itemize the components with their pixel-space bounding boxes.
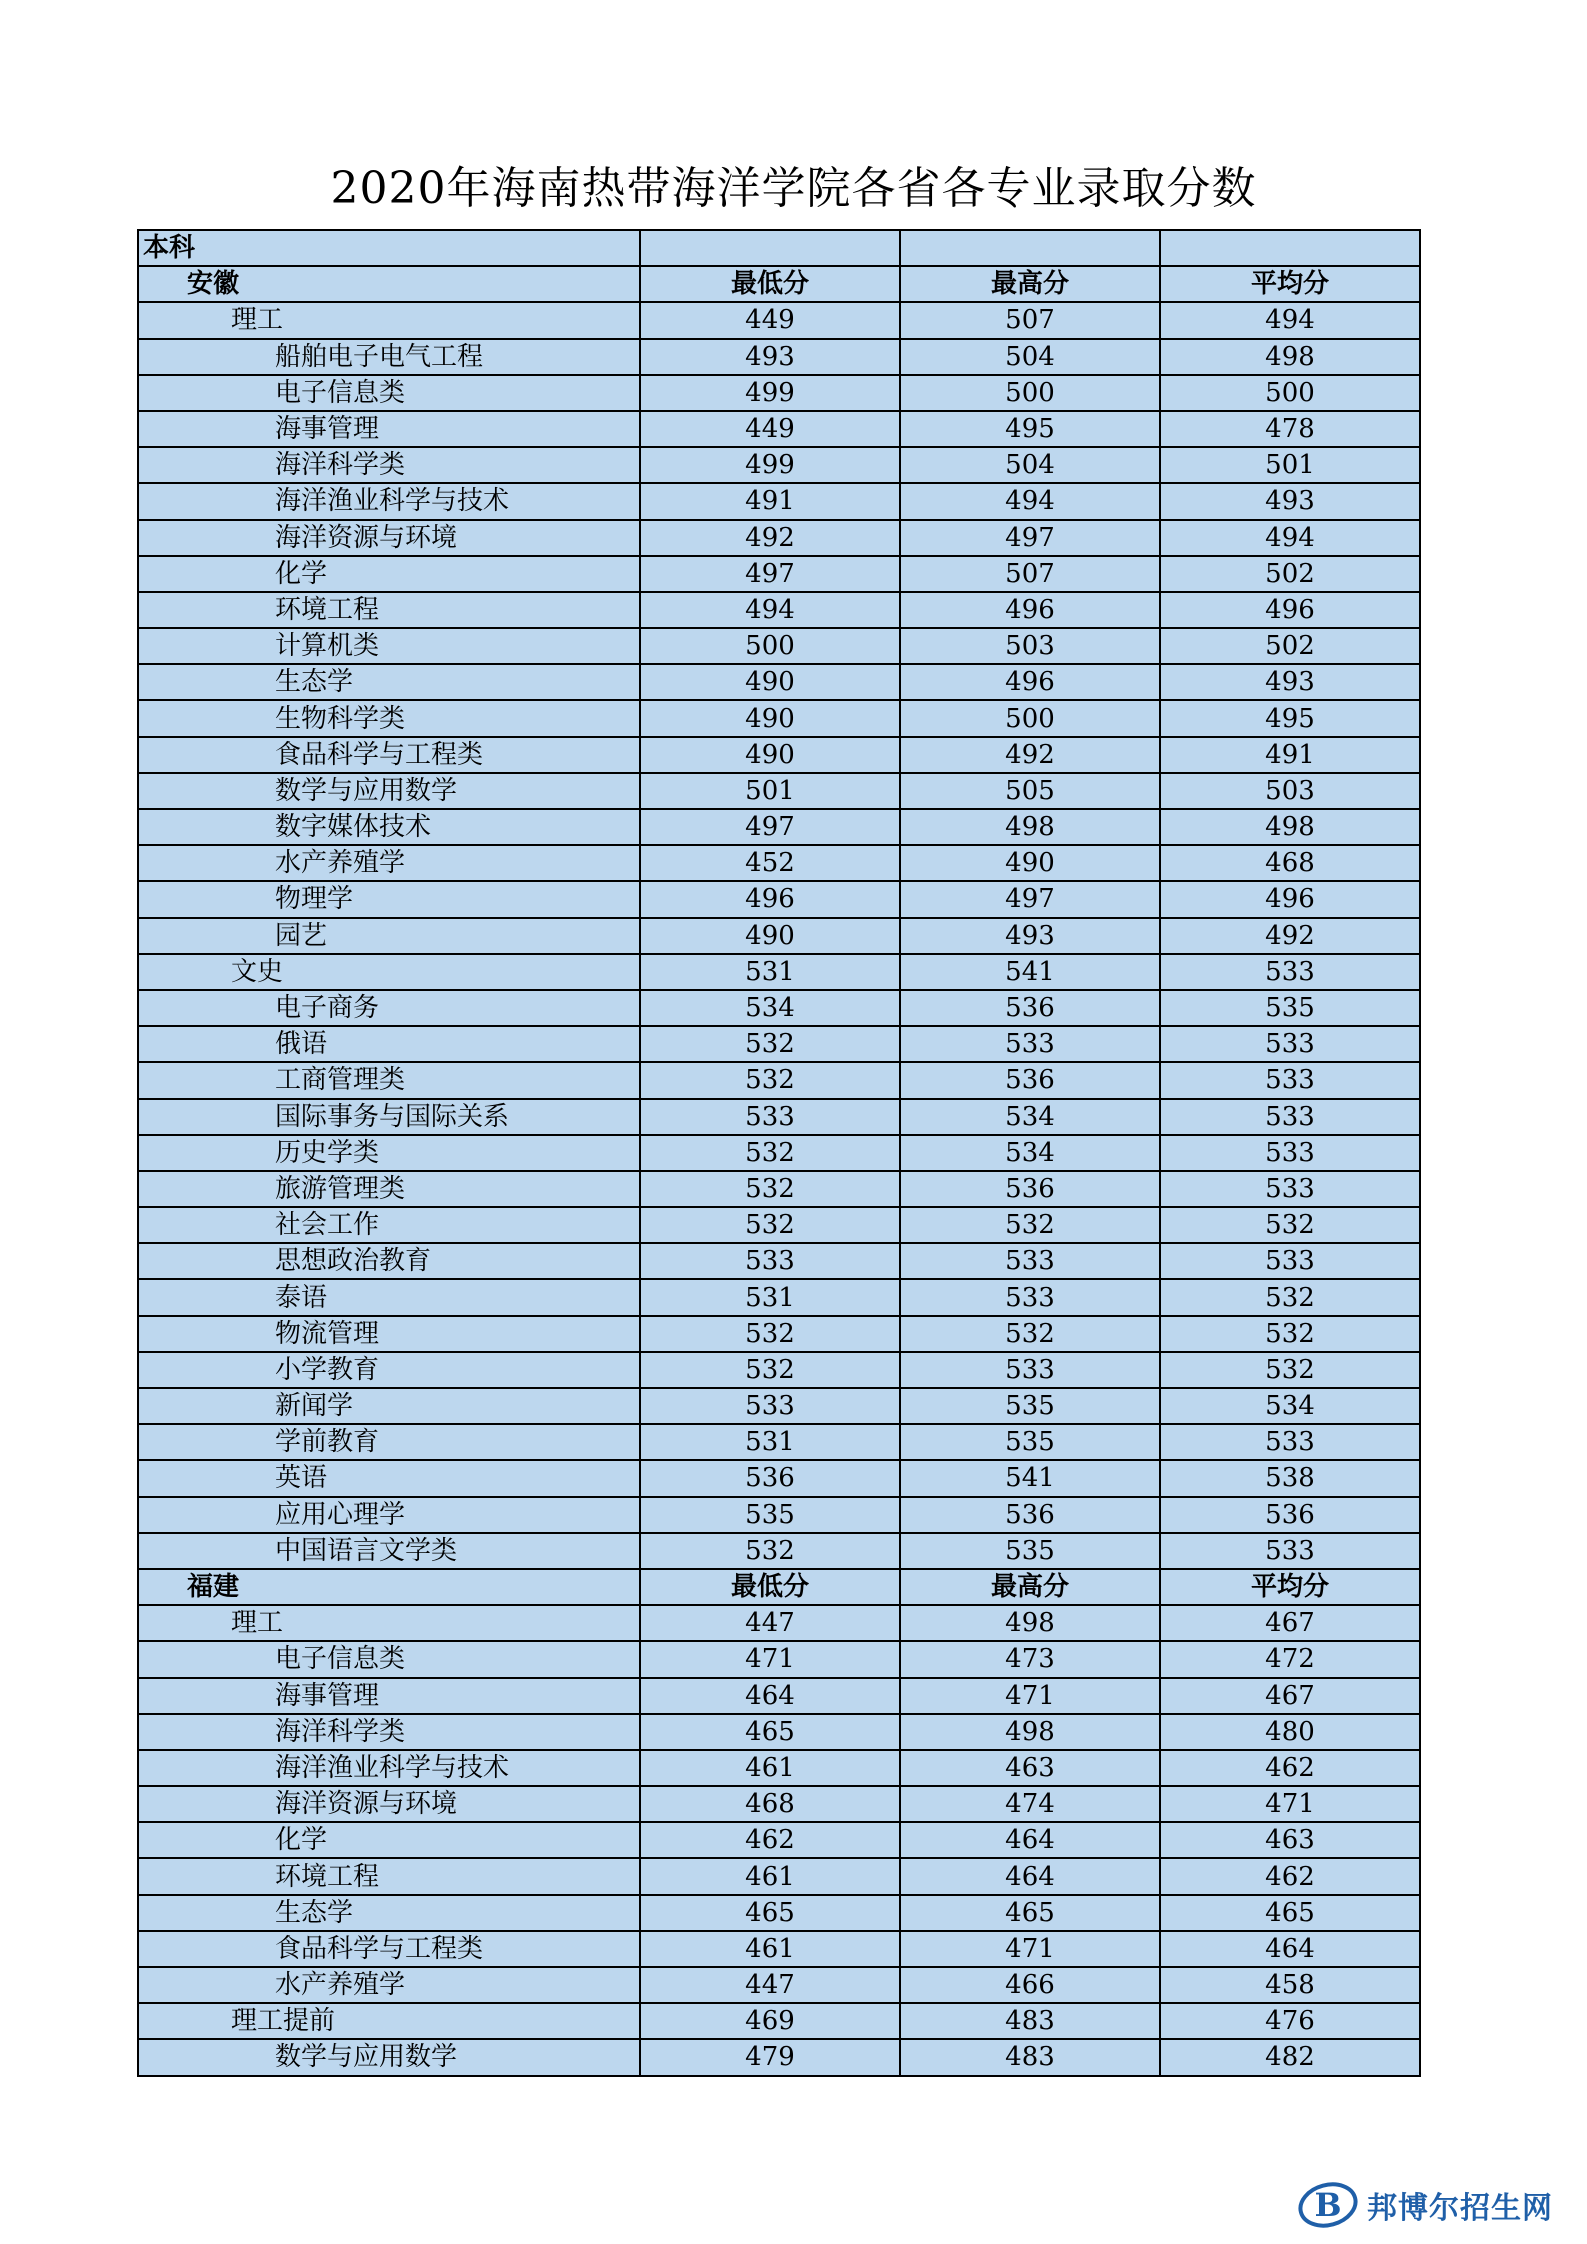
score-cell-max: 466 [900,1967,1160,2003]
score-cell-avg: 472 [1160,1641,1420,1677]
score-cell-avg: 533 [1160,954,1420,990]
score-cell-max: 507 [900,302,1160,338]
score-cell-max: 534 [900,1099,1160,1135]
major-row [138,339,1420,375]
score-cell-min: 491 [640,483,900,519]
major-name-cell: 计算机类 [138,628,640,664]
score-cell-avg: 495 [1160,700,1420,736]
score-cell-avg: 503 [1160,773,1420,809]
major-row [138,1316,1420,1352]
score-cell-avg: 458 [1160,1967,1420,2003]
major-name-cell: 思想政治教育 [138,1243,640,1279]
column-header-avg: 平均分 [1160,1569,1420,1605]
score-cell-avg: 533 [1160,1026,1420,1062]
score-cell-min: 494 [640,592,900,628]
score-cell-min: 464 [640,1678,900,1714]
score-cell-min: 533 [640,1099,900,1135]
score-cell-avg: 496 [1160,592,1420,628]
major-name-cell: 工商管理类 [138,1062,640,1098]
major-row [138,881,1420,917]
score-cell-max: 471 [900,1678,1160,1714]
major-name-cell: 海洋科学类 [138,1714,640,1750]
province-header-row [138,266,1420,302]
score-cell-max: 473 [900,1641,1160,1677]
score-cell-min: 531 [640,954,900,990]
major-name-cell: 海洋资源与环境 [138,520,640,556]
score-cell-avg: 498 [1160,339,1420,375]
province-name-cell: 安徽 [138,266,640,302]
score-cell-min: 490 [640,700,900,736]
score-cell-avg: 533 [1160,1424,1420,1460]
score-cell-max: 463 [900,1750,1160,1786]
major-row [138,483,1420,519]
major-row [138,1678,1420,1714]
score-cell-min: 447 [640,1967,900,2003]
score-cell-min: 497 [640,556,900,592]
score-cell-max: 464 [900,1822,1160,1858]
major-name-cell: 数学与应用数学 [138,2039,640,2075]
level-name-cell: 本科 [138,230,640,266]
score-cell-avg: 494 [1160,302,1420,338]
score-cell-min: 479 [640,2039,900,2075]
province-header-row [138,1569,1420,1605]
score-cell-avg: 467 [1160,1678,1420,1714]
major-row [138,1786,1420,1822]
major-row [138,1424,1420,1460]
major-row [138,375,1420,411]
major-row [138,664,1420,700]
score-cell-avg: 533 [1160,1171,1420,1207]
major-name-cell: 食品科学与工程类 [138,737,640,773]
score-cell-min: 493 [640,339,900,375]
major-row [138,556,1420,592]
category-row [138,302,1420,338]
score-cell-avg: 533 [1160,1533,1420,1569]
score-cell-max: 535 [900,1533,1160,1569]
score-cell-min: 532 [640,1135,900,1171]
score-cell-avg: 468 [1160,845,1420,881]
major-row [138,1895,1420,1931]
major-row [138,1171,1420,1207]
major-name-cell: 环境工程 [138,1858,640,1894]
major-row [138,1062,1420,1098]
score-cell-max: 494 [900,483,1160,519]
score-cell-min: 468 [640,1786,900,1822]
major-row [138,1207,1420,1243]
major-name-cell: 水产养殖学 [138,1967,640,2003]
score-cell-avg: 462 [1160,1858,1420,1894]
score-cell-min: 461 [640,1858,900,1894]
score-cell-min: 471 [640,1641,900,1677]
major-name-cell: 俄语 [138,1026,640,1062]
score-cell-max: 496 [900,592,1160,628]
score-cell-avg: 493 [1160,664,1420,700]
score-cell-min: 496 [640,881,900,917]
score-cell-max: 504 [900,447,1160,483]
score-cell-avg: 500 [1160,375,1420,411]
major-row [138,1641,1420,1677]
score-cell-avg: 502 [1160,556,1420,592]
score-cell-max: 471 [900,1931,1160,1967]
score-cell-min: 469 [640,2003,900,2039]
score-cell-max: 534 [900,1135,1160,1171]
major-row [138,1822,1420,1858]
major-name-cell: 海洋渔业科学与技术 [138,1750,640,1786]
score-cell-avg: 462 [1160,1750,1420,1786]
major-name-cell: 物流管理 [138,1316,640,1352]
major-row [138,1099,1420,1135]
major-name-cell: 电子信息类 [138,375,640,411]
major-row [138,1026,1420,1062]
score-cell-min: 532 [640,1316,900,1352]
score-cell-avg: 465 [1160,1895,1420,1931]
score-cell-avg: 538 [1160,1460,1420,1496]
score-cell-max: 533 [900,1243,1160,1279]
score-cell-min: 499 [640,447,900,483]
level-header-row [138,230,1420,266]
major-name-cell: 化学 [138,1822,640,1858]
page-title: 2020年海南热带海洋学院各省各专业录取分数 [330,163,1257,214]
major-row [138,520,1420,556]
score-cell-min: 532 [640,1352,900,1388]
score-cell-min: 532 [640,1026,900,1062]
major-name-cell: 数字媒体技术 [138,809,640,845]
score-cell-max: 535 [900,1388,1160,1424]
category-name-cell: 理工 [138,302,640,338]
admission-score-table [137,229,1421,2077]
score-cell-avg: 533 [1160,1062,1420,1098]
major-name-cell: 生态学 [138,664,640,700]
score-cell-max: 532 [900,1316,1160,1352]
major-name-cell: 国际事务与国际关系 [138,1099,640,1135]
major-row [138,809,1420,845]
score-cell-min: 461 [640,1931,900,1967]
score-cell-avg: 491 [1160,737,1420,773]
major-name-cell: 食品科学与工程类 [138,1931,640,1967]
major-name-cell: 电子信息类 [138,1641,640,1677]
score-cell-max: 541 [900,954,1160,990]
score-cell-max: 536 [900,1062,1160,1098]
column-header-avg: 平均分 [1160,266,1420,302]
category-row [138,2003,1420,2039]
major-name-cell: 历史学类 [138,1135,640,1171]
score-cell-min: 461 [640,1750,900,1786]
major-name-cell: 学前教育 [138,1424,640,1460]
score-cell-min: 533 [640,1388,900,1424]
score-cell-max: 497 [900,881,1160,917]
score-cell-max: 483 [900,2039,1160,2075]
score-cell-avg: 532 [1160,1316,1420,1352]
score-cell-min: 462 [640,1822,900,1858]
category-name-cell: 理工提前 [138,2003,640,2039]
score-cell-avg: 535 [1160,990,1420,1026]
major-name-cell: 园艺 [138,918,640,954]
major-row [138,592,1420,628]
score-cell-avg: 534 [1160,1388,1420,1424]
major-name-cell: 物理学 [138,881,640,917]
major-row [138,845,1420,881]
category-name-cell: 理工 [138,1605,640,1641]
score-cell-max: 504 [900,339,1160,375]
major-row [138,737,1420,773]
major-name-cell: 船舶电子电气工程 [138,339,640,375]
score-cell-avg: 464 [1160,1931,1420,1967]
major-name-cell: 应用心理学 [138,1497,640,1533]
major-row [138,411,1420,447]
svg-text:B: B [1314,2186,1342,2224]
watermark [1297,2180,1553,2230]
major-row [138,1388,1420,1424]
major-row [138,1352,1420,1388]
score-cell-min [640,230,900,266]
major-row [138,1135,1420,1171]
major-name-cell: 海洋科学类 [138,447,640,483]
score-cell-max: 536 [900,990,1160,1026]
score-cell-min: 535 [640,1497,900,1533]
score-cell-min: 465 [640,1714,900,1750]
category-row [138,1605,1420,1641]
score-cell-min: 536 [640,1460,900,1496]
score-cell-max: 490 [900,845,1160,881]
score-cell-max: 483 [900,2003,1160,2039]
major-row [138,1858,1420,1894]
score-cell-max: 500 [900,375,1160,411]
score-cell-avg: 463 [1160,1822,1420,1858]
score-cell-avg: 532 [1160,1279,1420,1315]
watermark-text: 邦博尔招生网 [1367,2191,1553,2226]
score-cell-max: 533 [900,1279,1160,1315]
major-name-cell: 旅游管理类 [138,1171,640,1207]
major-row [138,1243,1420,1279]
major-name-cell: 中国语言文学类 [138,1533,640,1569]
major-name-cell: 新闻学 [138,1388,640,1424]
score-cell-min: 452 [640,845,900,881]
major-row [138,1750,1420,1786]
score-cell-min: 532 [640,1062,900,1098]
score-cell-min: 499 [640,375,900,411]
column-header-min: 最低分 [640,1569,900,1605]
score-cell-min: 532 [640,1533,900,1569]
score-cell-max: 533 [900,1026,1160,1062]
score-cell-max: 464 [900,1858,1160,1894]
score-cell-avg: 496 [1160,881,1420,917]
score-cell-avg: 498 [1160,809,1420,845]
major-name-cell: 海洋渔业科学与技术 [138,483,640,519]
major-row [138,918,1420,954]
score-cell-avg: 467 [1160,1605,1420,1641]
score-cell-avg: 493 [1160,483,1420,519]
score-cell-max: 497 [900,520,1160,556]
score-cell-max: 533 [900,1352,1160,1388]
score-cell-avg: 478 [1160,411,1420,447]
score-cell-min: 449 [640,411,900,447]
score-cell-max: 465 [900,1895,1160,1931]
score-cell-avg [1160,230,1420,266]
score-cell-avg: 492 [1160,918,1420,954]
major-name-cell: 小学教育 [138,1352,640,1388]
score-cell-min: 490 [640,664,900,700]
major-name-cell: 生物科学类 [138,700,640,736]
major-row [138,1967,1420,2003]
score-cell-min: 532 [640,1207,900,1243]
score-cell-min: 531 [640,1279,900,1315]
major-name-cell: 海事管理 [138,411,640,447]
score-cell-avg: 536 [1160,1497,1420,1533]
major-row [138,773,1420,809]
score-cell-max: 498 [900,809,1160,845]
major-row [138,700,1420,736]
major-row [138,447,1420,483]
major-row [138,1497,1420,1533]
score-cell-max: 493 [900,918,1160,954]
category-row [138,954,1420,990]
score-cell-min: 490 [640,737,900,773]
column-header-max: 最高分 [900,266,1160,302]
score-cell-max [900,230,1160,266]
score-cell-max: 541 [900,1460,1160,1496]
major-name-cell: 环境工程 [138,592,640,628]
score-cell-max: 532 [900,1207,1160,1243]
score-cell-max: 536 [900,1497,1160,1533]
score-cell-max: 536 [900,1171,1160,1207]
score-cell-max: 474 [900,1786,1160,1822]
score-cell-max: 503 [900,628,1160,664]
score-cell-min: 531 [640,1424,900,1460]
major-name-cell: 海洋资源与环境 [138,1786,640,1822]
major-row [138,2039,1420,2075]
score-cell-min: 500 [640,628,900,664]
score-cell-min: 465 [640,1895,900,1931]
score-cell-max: 507 [900,556,1160,592]
score-cell-max: 495 [900,411,1160,447]
major-name-cell: 英语 [138,1460,640,1496]
major-row [138,1533,1420,1569]
score-cell-min: 492 [640,520,900,556]
score-cell-max: 505 [900,773,1160,809]
major-name-cell: 数学与应用数学 [138,773,640,809]
score-cell-min: 534 [640,990,900,1026]
major-row [138,1460,1420,1496]
major-name-cell: 水产养殖学 [138,845,640,881]
score-cell-avg: 502 [1160,628,1420,664]
score-cell-avg: 501 [1160,447,1420,483]
major-name-cell: 电子商务 [138,990,640,1026]
major-row [138,1279,1420,1315]
major-name-cell: 化学 [138,556,640,592]
major-name-cell: 泰语 [138,1279,640,1315]
province-name-cell: 福建 [138,1569,640,1605]
score-cell-avg: 533 [1160,1243,1420,1279]
major-name-cell: 生态学 [138,1895,640,1931]
score-cell-min: 532 [640,1171,900,1207]
major-row [138,1931,1420,1967]
major-name-cell: 社会工作 [138,1207,640,1243]
category-name-cell: 文史 [138,954,640,990]
major-row [138,990,1420,1026]
score-cell-avg: 471 [1160,1786,1420,1822]
score-cell-avg: 532 [1160,1207,1420,1243]
major-name-cell: 海事管理 [138,1678,640,1714]
score-cell-min: 447 [640,1605,900,1641]
score-cell-avg: 532 [1160,1352,1420,1388]
score-cell-max: 496 [900,664,1160,700]
score-cell-max: 535 [900,1424,1160,1460]
score-cell-avg: 533 [1160,1099,1420,1135]
score-cell-avg: 480 [1160,1714,1420,1750]
score-cell-avg: 482 [1160,2039,1420,2075]
score-cell-min: 497 [640,809,900,845]
major-row [138,1714,1420,1750]
score-cell-max: 500 [900,700,1160,736]
score-cell-min: 533 [640,1243,900,1279]
table-body [138,230,1420,2076]
score-cell-max: 498 [900,1605,1160,1641]
score-cell-min: 490 [640,918,900,954]
score-cell-max: 492 [900,737,1160,773]
score-cell-max: 498 [900,1714,1160,1750]
score-cell-min: 449 [640,302,900,338]
major-row [138,628,1420,664]
score-cell-avg: 533 [1160,1135,1420,1171]
brand-logo-icon [1297,2180,1359,2230]
score-cell-min: 501 [640,773,900,809]
score-cell-avg: 476 [1160,2003,1420,2039]
score-cell-avg: 494 [1160,520,1420,556]
column-header-min: 最低分 [640,266,900,302]
column-header-max: 最高分 [900,1569,1160,1605]
